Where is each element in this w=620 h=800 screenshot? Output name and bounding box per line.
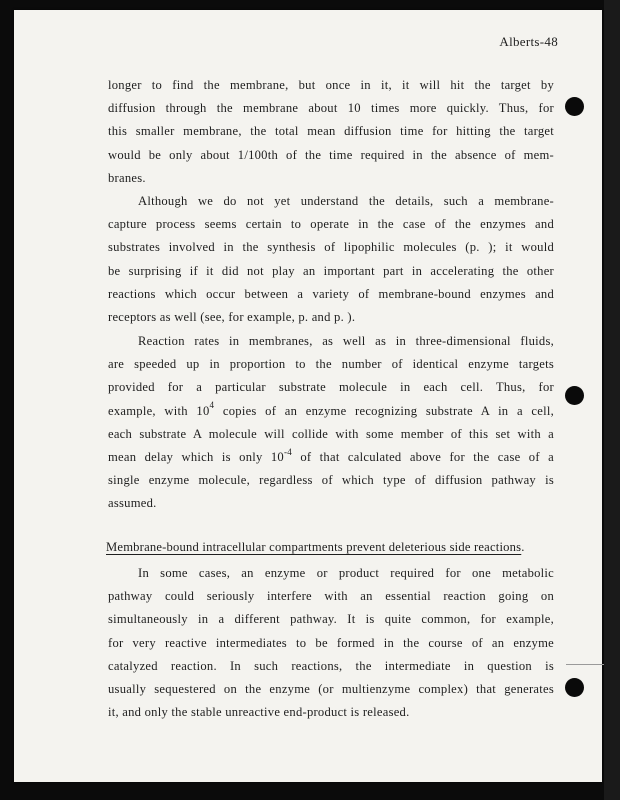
superscript-exponent: 4 (209, 400, 215, 411)
text-line: simultaneously in a different pathway. It is quite common, for example, (108, 612, 554, 627)
section-heading-text: Membrane-bound intracellular compartments prevent deleterious side reactions (106, 540, 522, 554)
text-line: In some cases, an enzyme or product required for one metabolic (138, 566, 554, 580)
text-line: each substrate A molecule will collide with some member of this set with a (108, 426, 554, 441)
text-line: usually sequestered on the enzyme (or multienzyme complex) that generates (108, 681, 554, 696)
text-line: provided for a particular substrate molecule in each cell. Thus, for (108, 380, 554, 395)
text-line: it, and only the stable unreactive end-product is released. (108, 705, 410, 720)
punch-hole (565, 678, 584, 697)
scan-edge (604, 0, 620, 800)
superscript-exponent: -4 (283, 446, 292, 457)
paragraph-side-reactions (108, 562, 554, 724)
page-number: Alberts-48 (499, 34, 558, 49)
text-line: are speeded up in proportion to the number of identical enzyme targets (108, 357, 554, 372)
text-line: assumed. (108, 496, 157, 511)
text-line (108, 400, 554, 423)
text-line: this smaller membrane, the total mean diffusion time for hitting the target (108, 124, 554, 139)
text-fragment: mean delay which is only 10 (108, 449, 284, 464)
text-line: catalyzed reaction. In such reactions, the intermediate in question is (108, 658, 554, 673)
text-line: receptors as well (see, for example, p. and p. ). (108, 309, 356, 324)
text-line: Although we do not yet understand the details, such a membrane- (138, 194, 554, 208)
punch-hole (565, 386, 584, 405)
text-line: diffusion through the membrane about 10 times more quickly. Thus, for (108, 101, 554, 116)
text-line: pathway could seriously interfere with an essential reaction going on (108, 589, 554, 604)
pencil-mark (566, 664, 604, 665)
paragraph-membrane-capture (108, 190, 554, 329)
text-line: capture process seems certain to operate in the case of the enzymes and (108, 217, 554, 232)
section-heading (106, 540, 525, 555)
paragraph-reaction-rates (108, 330, 554, 516)
text-fragment: of that calculated above for the case of a (291, 449, 554, 464)
paragraph-continuation (108, 74, 554, 190)
text-line: for very reactive intermediates to be formed in the course of an enzyme (108, 635, 554, 650)
text-line: be surprising if it did not play an important part in accelerating the other (108, 263, 554, 278)
text-line (108, 446, 554, 469)
manuscript-page (14, 10, 602, 782)
text-fragment: example, with 10 (108, 403, 210, 418)
text-line: reactions which occur between a variety of membrane-bound enzymes and (108, 286, 554, 301)
text-line: Reaction rates in membranes, as well as in three-dimensional fluids, (138, 334, 554, 348)
text-line: branes. (108, 170, 146, 185)
section-heading-period: . (521, 540, 525, 554)
text-fragment: copies of an enzyme recognizing substrate A in a cell, (214, 403, 555, 418)
text-line: longer to find the membrane, but once in it, it will hit the target by (108, 78, 554, 92)
text-line: would be only about 1/100th of the time required in the absence of mem- (108, 147, 554, 162)
punch-hole (565, 97, 584, 116)
text-line: substrates involved in the synthesis of lipophilic molecules (p. ); it would (108, 240, 554, 255)
text-line: single enzyme molecule, regardless of which type of diffusion pathway is (108, 473, 554, 488)
